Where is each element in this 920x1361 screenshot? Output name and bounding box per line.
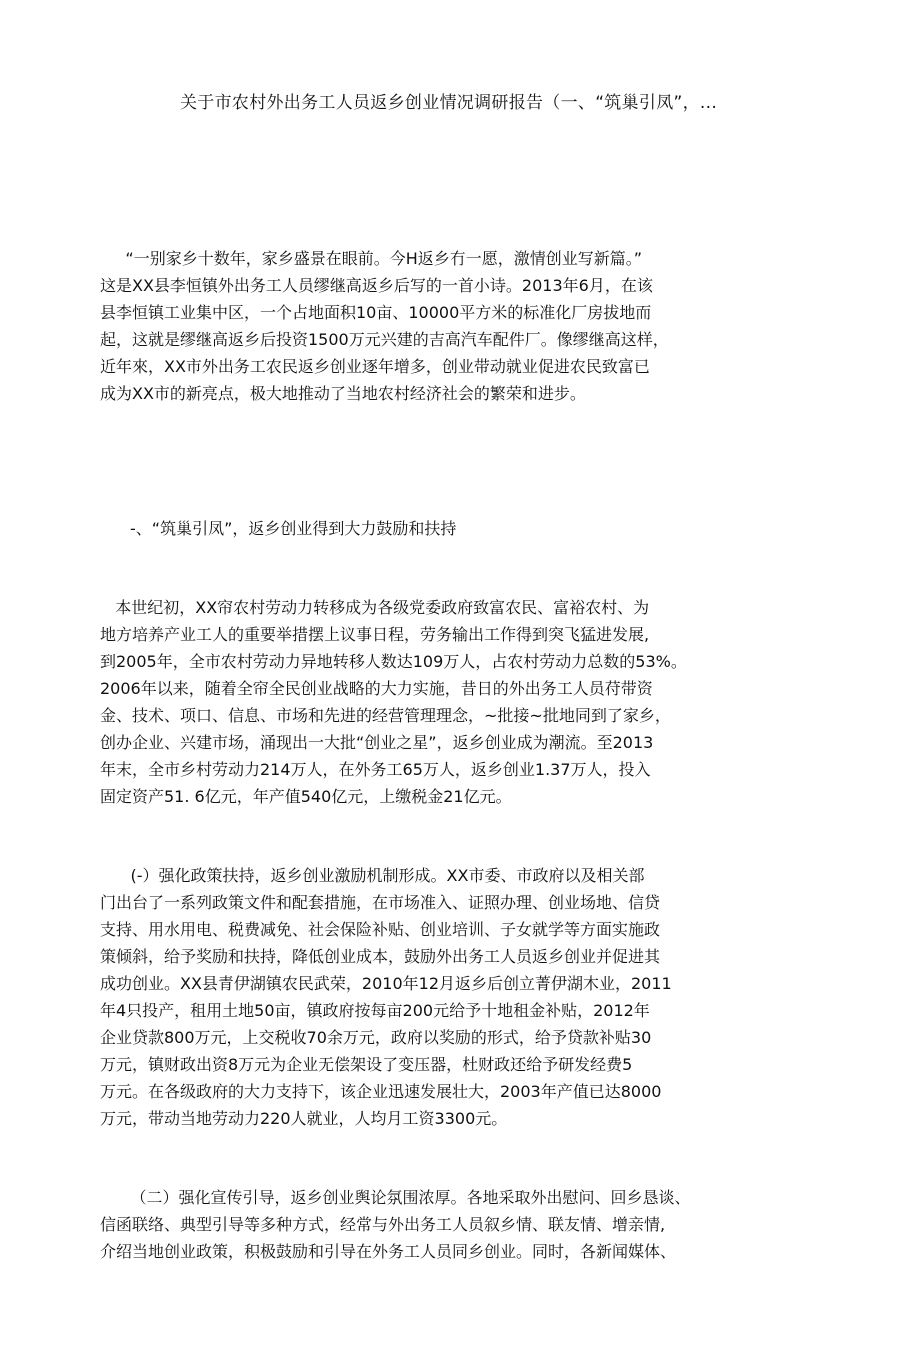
text-line: 2006年以来，随着全帘全民创业战略的大力实施，昔日的外出务工人员苻带资 [100, 679, 653, 698]
body-paragraph-3 [100, 1184, 691, 1265]
text-line: 介绍当地创业政策，积极鼓励和引导在外务工人员同乡创业。同时，各新闻媒体、 [100, 1242, 677, 1261]
text-line: 年4只投产，租用土地50亩，镇政府按每亩200元给予十地租金补贴，2012年 [100, 1001, 650, 1020]
text-line: 本世纪初，XX帘农村劳动力转移成为各级党委政府致富农民、富裕农村、为 [100, 598, 650, 617]
text-line: 地方培养产业工人的重要举措摆上议事日程，劳务输出工作得到突飞猛进发展, [100, 625, 650, 644]
text-line: 万元，带动当地劳动力220人就业，人均月工资3300元。 [100, 1109, 508, 1128]
text-line: 到2005年，全市农村劳动力异地转移人数达109万人，占农村劳动力总数的53%。 [100, 652, 687, 671]
text-line: 万元。在各级政府的大力支持下，该企业迅速发展壮大，2003年产值已达8000 [100, 1082, 662, 1101]
body-paragraph-1 [100, 594, 687, 810]
text-line: 成功创业。XX县青伊湖镇农民武荣，2010年12月返乡后创立菁伊湖木业，2011 [100, 974, 672, 993]
text-line: 策倾斜，给予奖励和扶持，降低创业成本，鼓励外出务工人员返乡创业并促进其 [100, 947, 661, 966]
text-line: 近年來，XX市外出务工农民返乡创业逐年增多，创业带动就业促进农民致富已 [100, 357, 650, 376]
text-line: 创办企业、兴建市场，涌现出一大批“创业之星”，返乡创业成为潮流。至2013 [100, 733, 654, 752]
text-line: （二）强化宣传引导，返乡创业舆论氛围浓厚。各地采取外出慰问、回乡恳谈、 [100, 1188, 691, 1207]
text-line: 金、技术、项口、信息、市场和先进的经营管理理念，~批接~批地同到了家乡， [100, 706, 671, 725]
intro-paragraph [100, 245, 669, 407]
text-line: 县李恒镇工业集中区，一个占地面积10亩、10000平方米的标准化厂房拔地而 [100, 303, 652, 322]
section-heading: -、“筑巢引凤”，返乡创业得到大力鼓励和扶持 [130, 519, 457, 538]
text-line: 支持、用水用电、税费减免、社会保险补贴、创业培训、子女就学等方面实施政 [100, 920, 661, 939]
text-line: (-）强化政策扶持，返乡创业激励机制形成。XX市委、市政府以及相关部 [100, 866, 645, 885]
text-line: 信函联络、典型引导等多种方式，经常与外出务工人员叙乡情、联友情、增亲情, [100, 1215, 666, 1234]
text-line: 起，这就是缪继高返乡后投资1500万元兴建的吉高汽车配件厂。像缪继高这样， [100, 330, 669, 349]
text-line: 固定资产51. 6亿元，年产值540亿元，上缴税金21亿元。 [100, 787, 512, 806]
text-line: 成为XX市的新亮点，极大地推动了当地农村经济社会的繁荣和进步。 [100, 384, 586, 403]
text-line: “一别家乡十数年，家乡盛景在眼前。今H返乡冇一愿，激情创业写新篇。” [100, 249, 643, 268]
text-line: 企业贷款800万元，上交税收70余万元，政府以奖励的形式，给予贷款补贴30 [100, 1028, 652, 1047]
body-paragraph-2 [100, 862, 672, 1132]
text-line: 这是XX县李恒镇外出务工人员缪继高返乡后写的一首小诗。2013年6月，在该 [100, 276, 653, 295]
text-line: 门出台了一系列政策文件和配套措施，在市场准入、证照办理、创业场地、信贷 [100, 893, 661, 912]
text-line: 万元，镇财政出资8万元为企业无偿架设了变压器，杜财政还给予研发经费5 [100, 1055, 633, 1074]
text-line: 年末，全市乡村劳动力214万人，在外务工65万人，返乡创业1.37万人，投入 [100, 760, 651, 779]
document-title: 关于市农村外出务工人员返乡创业情况调研报告（一、“筑巢引凤”，... [180, 93, 718, 113]
